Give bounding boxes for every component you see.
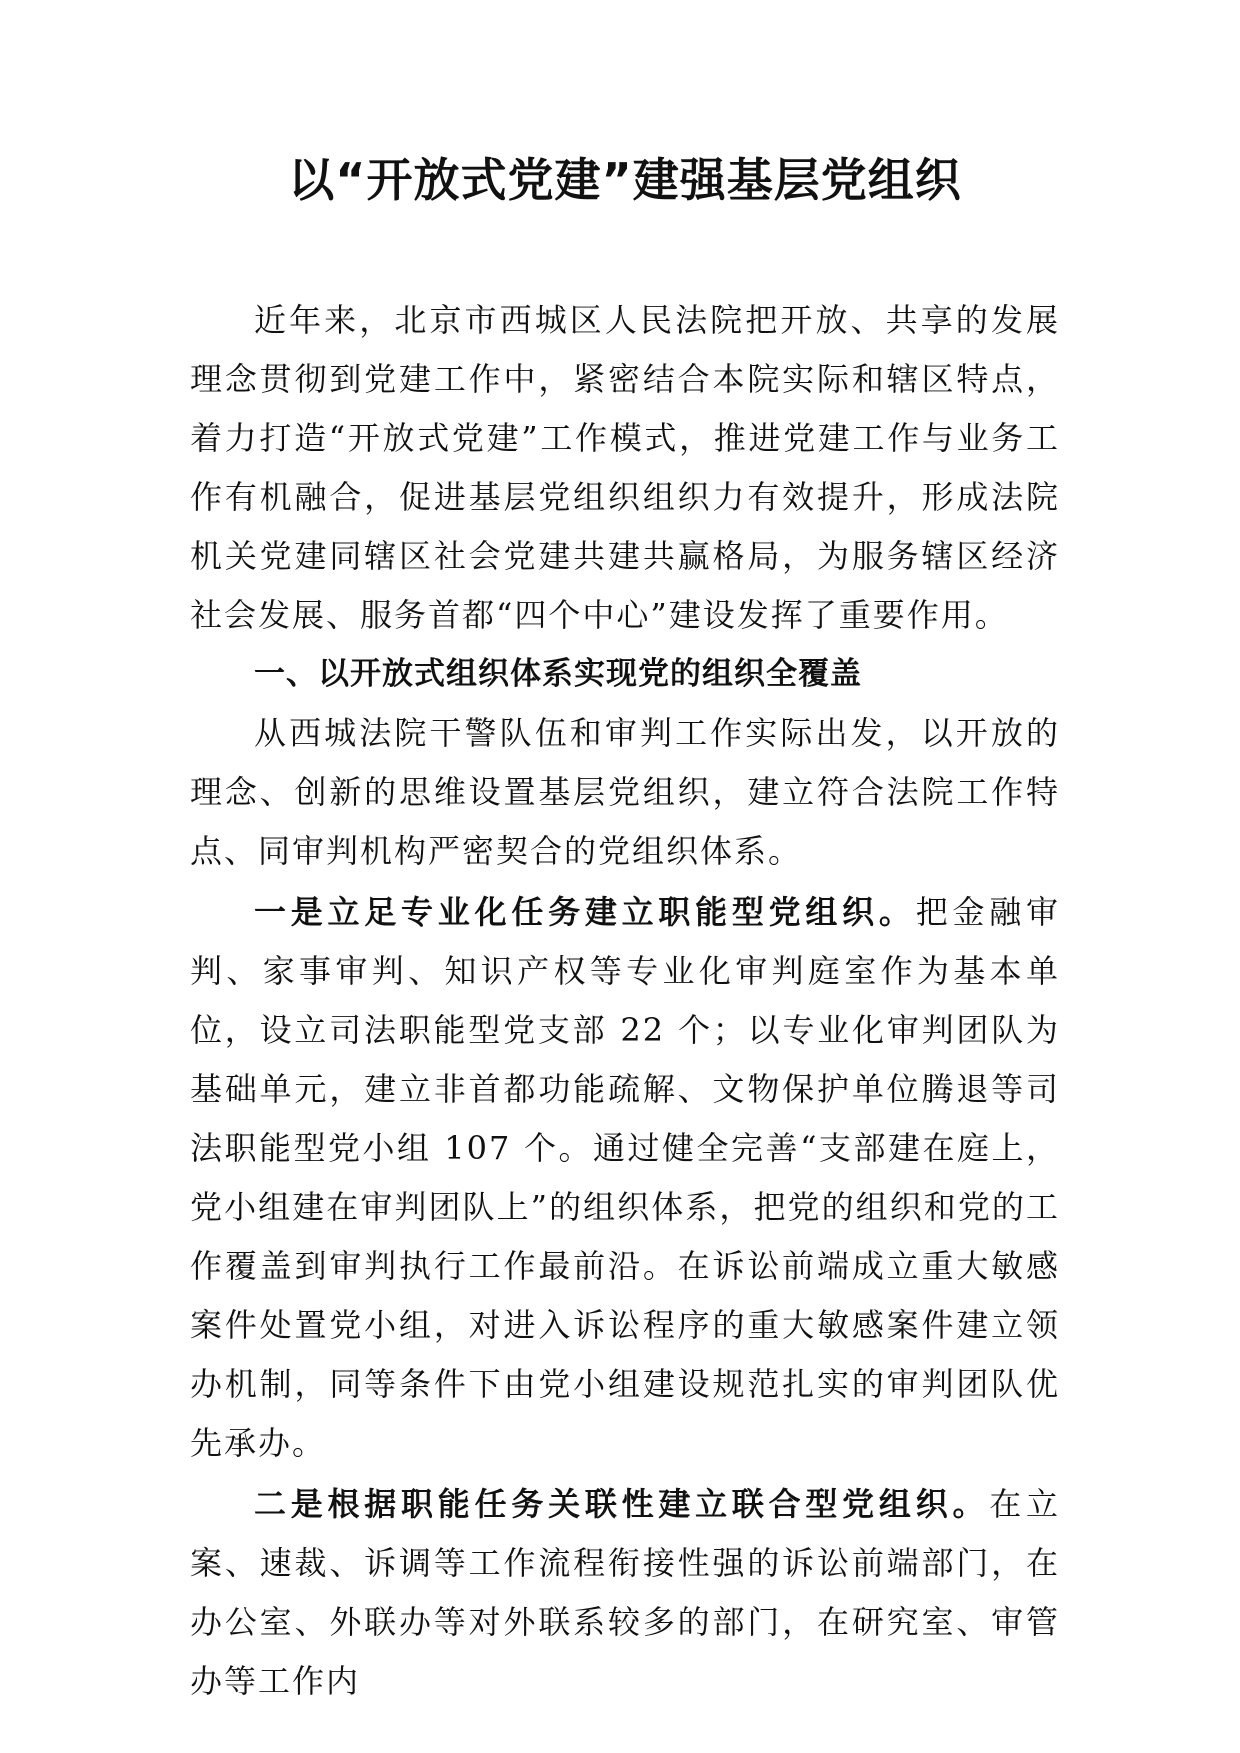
point-2-text: 在立案、速裁、诉调等工作流程衔接性强的诉讼前端部门，在办公室、外联办等对外联系较多的部门，在研究室、审管办等工作内	[190, 1485, 1060, 1700]
point-1-text: 把金融审判、家事审判、知识产权等专业化审判庭室作为基本单位，设立司法职能型党支部 22 个；以专业化审判团队为基础单元，建立非首都功能疏解、文物保护单位腾退等司法职能型党小组 107 个。通过健全完善“支部建在庭上，党小组建在审判团队上”的组织体系，把党的组织和党的工作覆盖到审判执行工作最前沿。在诉讼前端成立重大敏感案件处置党小组，对进入诉讼程序的重大敏感案件建立领办机制，同等条件下由党小组建设规范扎实的审判团队优先承办。	[190, 893, 1060, 1462]
document-body	[190, 291, 1060, 1711]
paragraph-section-1-intro: 从西城法院干警队伍和审判工作实际出发，以开放的理念、创新的思维设置基层党组织，建立符合法院工作特点、同审判机构严密契合的党组织体系。	[190, 714, 1060, 870]
point-1-lead: 一是立足专业化任务建立职能型党组织。	[254, 893, 916, 931]
section-heading-1: 一、以开放式组织体系实现党的组织全覆盖	[254, 656, 862, 692]
paragraph-intro: 近年来，北京市西城区人民法院把开放、共享的发展理念贯彻到党建工作中，紧密结合本院实际和辖区特点，着力打造“开放式党建”工作模式，推进党建工作与业务工作有机融合，促进基层党组织组织力有效提升，形成法院机关党建同辖区社会党建共建共赢格局，为服务辖区经济社会发展、服务首都“四个中心”建设发挥了重要作用。	[190, 301, 1060, 634]
document-page	[190, 150, 1060, 1711]
document-title: 以“开放式党建”建强基层党组织	[288, 153, 962, 207]
point-2-lead: 二是根据职能任务关联性建立联合型党组织。	[254, 1485, 990, 1523]
paragraph-point-1	[190, 883, 1060, 1473]
paragraph-point-2	[190, 1475, 1060, 1711]
